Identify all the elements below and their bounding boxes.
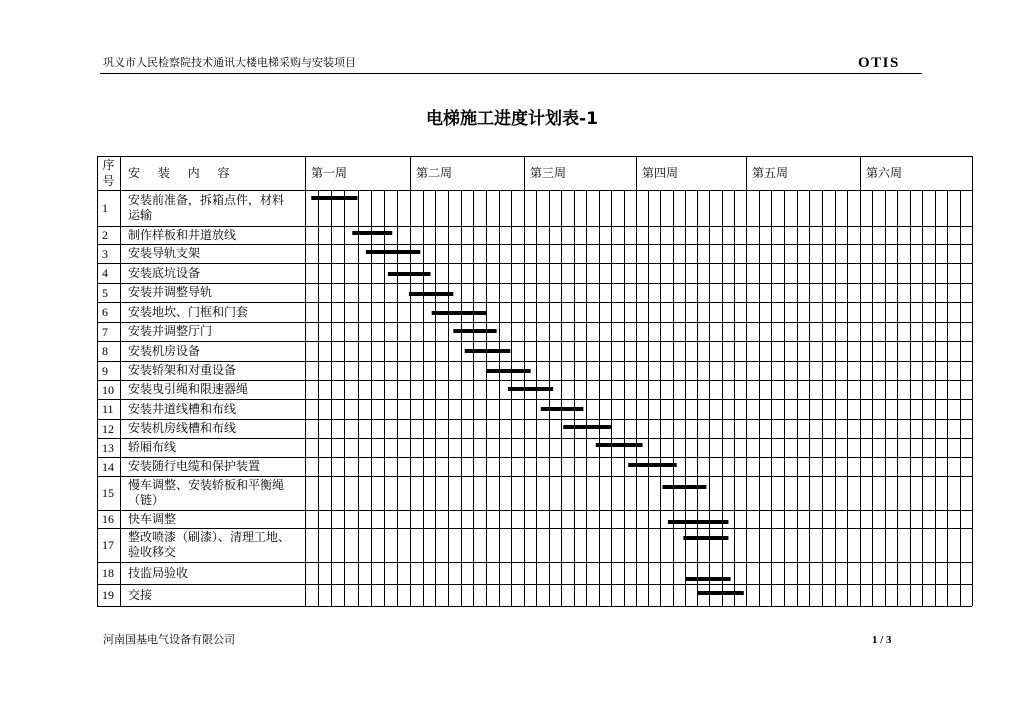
row-number <box>97 419 120 438</box>
company-name: 河南国基电气设备有限公司 <box>103 633 235 646</box>
row-number-text: 10 <box>102 382 114 397</box>
task-name-text: 制作样板和井道放线 <box>128 227 237 242</box>
week-header: 第二周 <box>416 166 453 180</box>
table-row <box>97 283 305 302</box>
task-name <box>120 476 305 510</box>
task-name-text: 快车调整 <box>128 511 177 526</box>
schedule-bar <box>366 250 420 254</box>
row-number <box>97 457 120 476</box>
schedule-bar <box>541 407 584 411</box>
task-name <box>120 322 305 341</box>
header-cell-number <box>97 156 120 190</box>
schedule-bar <box>686 577 731 581</box>
task-name <box>120 244 305 263</box>
row-number <box>97 341 120 361</box>
table-row <box>97 380 305 399</box>
schedule-bar <box>453 329 496 333</box>
task-name-text: 安装前准备，拆箱点件，材料 运输 <box>128 193 285 222</box>
task-name-text: 安装并调整导轨 <box>128 285 213 299</box>
week-header: 第三周 <box>530 166 567 180</box>
table-row <box>97 341 305 361</box>
row-number <box>97 510 120 528</box>
schedule-bar <box>465 349 511 353</box>
schedule-bar <box>352 231 392 235</box>
row-number-text: 4 <box>102 266 108 280</box>
task-name-text: 安装轿架和对重设备 <box>128 363 237 377</box>
schedule-bar <box>683 536 728 540</box>
task-name-text: 安装曳引绳和限速器绳 <box>128 382 249 396</box>
project-name: 巩义市人民检察院技术通讯大楼电梯采购与安装项目 <box>103 56 356 69</box>
row-number <box>97 322 120 341</box>
row-number-text: 19 <box>102 588 114 602</box>
row-number <box>97 361 120 380</box>
task-name <box>120 341 305 361</box>
task-name-text: 安装井道线槽和布线 <box>128 401 237 416</box>
row-number-text: 18 <box>102 566 114 580</box>
page-number: 1 / 3 <box>872 634 892 646</box>
row-number-text: 7 <box>102 324 108 339</box>
schedule-bar <box>486 369 530 373</box>
schedule-bar <box>432 311 487 315</box>
row-number <box>97 244 120 263</box>
table-row <box>97 190 305 226</box>
table-row <box>97 510 305 528</box>
task-name-text: 安装随行电缆和保护装置 <box>128 459 261 473</box>
task-name-text: 轿厢布线 <box>128 440 177 454</box>
row-number <box>97 562 120 584</box>
task-name <box>120 399 305 419</box>
task-name-text: 安装底坑设备 <box>128 265 201 280</box>
task-name <box>120 263 305 283</box>
table-row <box>97 244 305 263</box>
table-row <box>97 476 305 510</box>
schedule-bar <box>388 272 431 276</box>
task-name <box>120 562 305 584</box>
task-name <box>120 283 305 302</box>
schedule-bar <box>409 292 453 296</box>
task-name-text: 安装导轨支架 <box>128 246 201 260</box>
row-number <box>97 263 120 283</box>
brand-name: OTIS <box>858 55 900 71</box>
task-name-text: 交接 <box>128 587 153 602</box>
table-row <box>97 322 305 341</box>
task-name <box>120 419 305 438</box>
table-row <box>97 438 305 457</box>
week-header: 第五周 <box>752 166 789 180</box>
schedule-bar <box>662 485 706 489</box>
task-name <box>120 190 305 226</box>
row-number <box>97 380 120 399</box>
row-number <box>97 438 120 457</box>
table-row <box>97 584 305 606</box>
table-row <box>97 226 305 244</box>
row-number <box>97 283 120 302</box>
table-row <box>97 528 305 562</box>
row-number-text: 11 <box>102 402 114 416</box>
task-name-text: 慢车调整、安装轿板和平衡绳 （链） <box>128 478 285 507</box>
task-name <box>120 361 305 380</box>
row-number-text: 12 <box>102 421 114 436</box>
task-name <box>120 457 305 476</box>
task-name <box>120 510 305 528</box>
row-number <box>97 399 120 419</box>
row-number-text: 6 <box>102 305 108 319</box>
row-number-text: 8 <box>102 344 108 358</box>
row-number-text: 16 <box>102 512 114 526</box>
row-number-text: 17 <box>102 538 114 552</box>
row-number <box>97 302 120 322</box>
task-name-text: 整改喷漆（刷漆）、清理工地、 验收移交 <box>128 530 291 559</box>
row-number-text: 1 <box>102 201 108 215</box>
task-name <box>120 438 305 457</box>
header-cell-task: 安 装 内 容 <box>128 166 230 180</box>
task-name-text: 安装机房线槽和布线 <box>128 421 237 435</box>
schedule-bar <box>311 196 357 200</box>
task-name-text: 安装地坎、门框和门套 <box>128 304 249 319</box>
task-name <box>120 226 305 244</box>
row-number <box>97 226 120 244</box>
row-number-text: 3 <box>102 246 108 261</box>
task-name <box>120 380 305 399</box>
task-name <box>120 584 305 606</box>
table-row <box>97 562 305 584</box>
week-header: 第六周 <box>866 166 903 180</box>
task-name-text: 安装并调整厅门 <box>128 324 213 338</box>
document-title: 电梯施工进度计划表-1 <box>426 109 598 129</box>
table-row <box>97 361 305 380</box>
row-number-text: 2 <box>102 228 108 242</box>
header-number-label: 序号 <box>102 158 115 188</box>
row-number-text: 15 <box>102 486 114 500</box>
schedule-bar <box>508 387 553 391</box>
table-row <box>97 457 305 476</box>
row-number-text: 9 <box>102 363 108 378</box>
table-row <box>97 263 305 283</box>
row-number-text: 5 <box>102 285 108 300</box>
schedule-bar <box>596 443 643 447</box>
schedule-bar <box>628 463 677 467</box>
week-header: 第一周 <box>311 166 348 180</box>
row-number-text: 14 <box>102 459 114 474</box>
table-row <box>97 419 305 438</box>
task-name-text: 安装机房设备 <box>128 343 201 358</box>
row-number <box>97 584 120 606</box>
schedule-bar <box>563 425 611 429</box>
task-name <box>120 302 305 322</box>
row-number <box>97 476 120 510</box>
row-number <box>97 190 120 226</box>
table-row <box>97 399 305 419</box>
schedule-bar <box>668 520 729 524</box>
task-name-text: 技监局验收 <box>128 565 189 580</box>
schedule-bar <box>698 591 744 595</box>
week-header: 第四周 <box>642 166 679 180</box>
row-number-text: 13 <box>102 440 114 455</box>
row-number <box>97 528 120 562</box>
table-row <box>97 302 305 322</box>
task-name <box>120 528 305 562</box>
